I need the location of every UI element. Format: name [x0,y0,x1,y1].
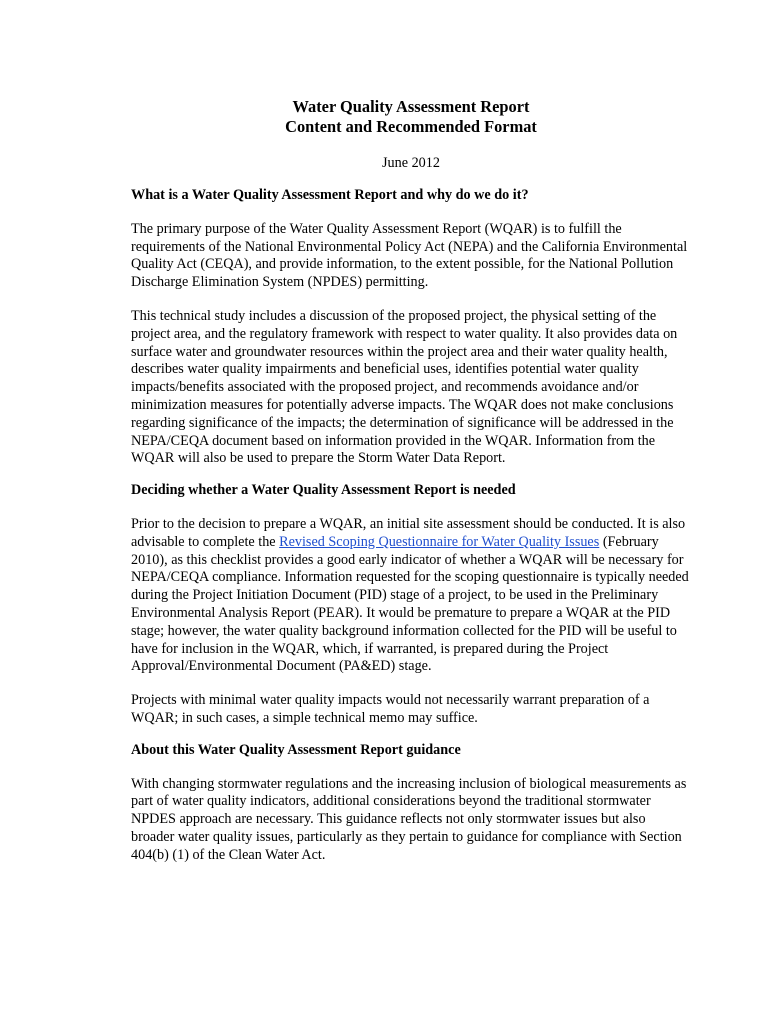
paragraph-prior-to-decision [131,516,691,676]
document-title-line-1: Water Quality Assessment Report [292,97,530,116]
section-heading-what-is-wqar: What is a Water Quality Assessment Report and why do we do it? [131,187,529,203]
paragraph-purpose: The primary purpose of the Water Quality Assessment Report (WQAR) is to fulfill the requirements of the National Environmental Policy Act (NEPA) and the California Environmental Quality Act (CEQA), and provide information, to the extent possible, for the National Pollution Discharge Elimination System (NPDES) permitting. [131,220,688,291]
paragraph-technical-study: This technical study includes a discussion of the proposed project, the physical setting of the project area, and the regulatory framework with respect to water quality. It also provides data on surface water and groundwater resources within the project area and their water quality health, describes water quality impairments and beneficial uses, identifies potential water quality impacts/benefits associated with the proposed project, and recommends avoidance and/or minimization measures for potentially adverse impacts. The WQAR does not make conclusions regarding significance of the impacts; the determination of significance will be addressed in the NEPA/CEQA document based on information provided in the WQAR. Information from the WQAR will also be used to prepare the Storm Water Data Report. [131,307,678,467]
paragraph-text-before-link: Prior to the decision to prepare a WQAR, an initial site assessment should be conducted. It is also advisable to complete the [131,515,686,550]
section-heading-about-guidance: About this Water Quality Assessment Report guidance [131,741,461,758]
paragraph-minimal-impacts: Projects with minimal water quality impacts would not necessarily warrant preparation of a WQAR; in such cases, a simple technical memo may suffice. [131,692,650,726]
document-body [131,97,691,865]
scoping-questionnaire-link[interactable]: Revised Scoping Questionnaire for Water Quality Issues [279,533,600,550]
document-title-line-2: Content and Recommended Format [285,117,537,136]
paragraph-changing-regulations: With changing stormwater regulations and the increasing inclusion of biological measurements as part of water quality indicators, additional considerations beyond the traditional stormwater NPDES approach are necessary. This guidance reflects not only stormwater issues but also broader water quality issues, particularly as they pertain to guidance for compliance with Section 404(b) (1) of the Clean Water Act. [131,775,687,863]
section-heading-deciding: Deciding whether a Water Quality Assessment Report is needed [131,482,516,499]
document-date: June 2012 [382,155,440,171]
paragraph-text-after-link: (February 2010), as this checklist provides a good early indicator of whether a WQAR will be necessary for NEPA/CEQA compliance. Information requested for the scoping questionnaire is typically needed during the Project Initiation Document (PID) stage of a project, to be used in the Preliminary Environmental Analysis Report (PEAR). It would be premature to prepare a WQAR at the PID stage; however, the water quality background information collected for the PID will be useful to have for inclusion in the WQAR, which, if warranted, is prepared during the Project Approval/Environmental Document (PA&ED) stage. [131,533,689,675]
